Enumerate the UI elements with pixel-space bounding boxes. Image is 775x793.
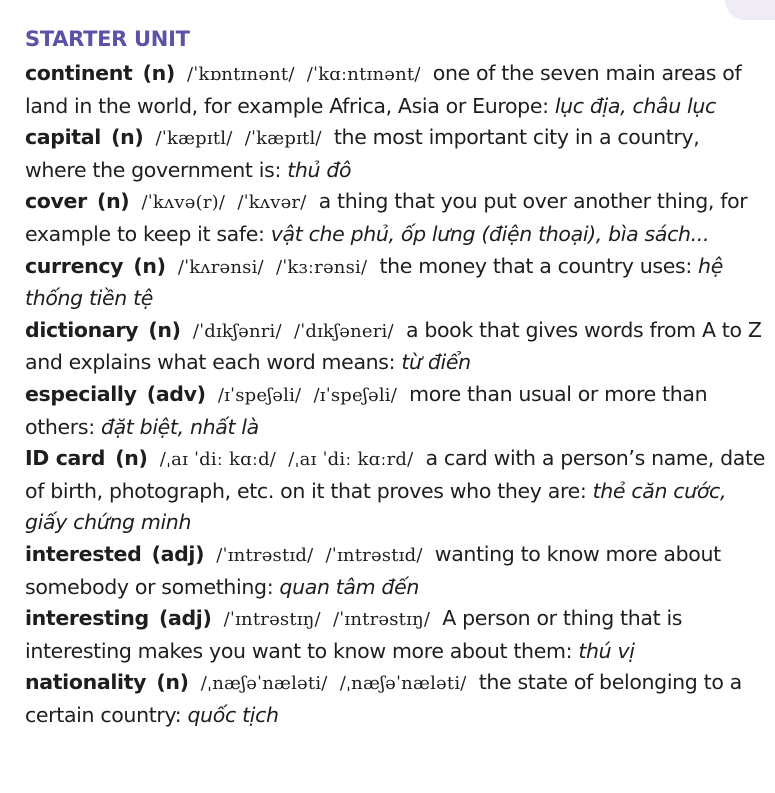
entry-dictionary bbox=[25, 315, 765, 379]
entry-definition: one of the seven main areas of land in the world, for example Africa, Asia or Europe: bbox=[25, 61, 742, 118]
entry-ipa-uk: /ɪˈspeʃəli/ bbox=[217, 384, 302, 406]
entry-word: cover bbox=[25, 189, 87, 214]
entry-translation: vật che phủ, ốp lưng (điện thoại), bìa sách... bbox=[270, 221, 710, 246]
entry-definition: the state of belonging to a certain country: bbox=[25, 670, 742, 727]
entry-ipa-uk: /ˈdɪkʃənri/ bbox=[192, 320, 282, 342]
entry-definition: more than usual or more than others: bbox=[25, 381, 708, 439]
entry-ipa-us: /ˌnæʃəˈnæləti/ bbox=[339, 673, 467, 695]
entry-list bbox=[25, 58, 765, 731]
entry-especially bbox=[25, 379, 765, 443]
entry-word: especially bbox=[25, 381, 137, 406]
entry-pos: (adv) bbox=[146, 381, 206, 406]
entry-ipa-uk: /ˈkʌrənsi/ bbox=[177, 256, 264, 278]
entry-currency bbox=[25, 251, 765, 315]
entry-word: dictionary bbox=[25, 317, 139, 342]
entry-ipa-uk: /ˌnæʃəˈnæləti/ bbox=[200, 673, 328, 695]
entry-translation: thẻ căn cước, giấy chứng minh bbox=[25, 478, 727, 535]
entry-translation: lục địa, châu lục bbox=[554, 93, 716, 118]
entry-pos: (adj) bbox=[158, 606, 212, 631]
entry-ipa-uk: /ˈkɒntɪnənt/ bbox=[187, 64, 295, 85]
entry-ipa-uk: /ˈɪntrəstɪd/ bbox=[216, 544, 314, 566]
entry-interested bbox=[25, 539, 765, 603]
entry-word: interesting bbox=[25, 606, 149, 631]
entry-cover bbox=[25, 186, 765, 250]
entry-pos: (n) bbox=[148, 317, 181, 342]
entry-ipa-us: /ˈkɜːrənsi/ bbox=[276, 256, 368, 278]
entry-translation: quan tâm đến bbox=[279, 574, 420, 599]
unit-title: STARTER UNIT bbox=[25, 27, 190, 51]
entry-pos: (n) bbox=[133, 253, 166, 278]
entry-ipa-us: /ˈdɪkʃəneri/ bbox=[293, 320, 394, 342]
entry-ipa-us: /ˈɪntrəstɪŋ/ bbox=[332, 609, 431, 631]
entry-definition: a thing that you put over another thing, for example to keep it safe: bbox=[25, 189, 748, 246]
entry-word: ID card bbox=[25, 446, 106, 471]
entry-word: continent bbox=[25, 61, 133, 85]
entry-ipa-us: /ˈkæpɪtl/ bbox=[244, 128, 322, 150]
entry-definition: the most important city in a country, where the government is: bbox=[25, 125, 700, 182]
entry-translation: quốc tịch bbox=[187, 702, 279, 727]
entry-ipa-us: /ˈkʌvər/ bbox=[237, 192, 307, 214]
entry-nationality bbox=[25, 667, 765, 731]
entry-ipa-us: /ˈɪntrəstɪd/ bbox=[325, 544, 423, 566]
entry-ipa-uk: /ˈkæpɪtl/ bbox=[155, 128, 233, 150]
entry-pos: (n) bbox=[156, 670, 189, 695]
corner-decoration bbox=[725, 0, 775, 20]
entry-pos: (adj) bbox=[151, 541, 205, 566]
entry-continent bbox=[25, 58, 765, 122]
entry-ipa-uk: /ˈkʌvə(r)/ bbox=[141, 192, 226, 214]
entry-translation: thú vị bbox=[578, 638, 635, 663]
entry-pos: (n) bbox=[142, 61, 175, 85]
entry-definition: the money that a country uses: bbox=[379, 253, 692, 278]
entry-definition: a card with a person’s name, date of birth, photograph, etc. on it that proves who they are: bbox=[25, 446, 765, 503]
entry-translation: từ điển bbox=[401, 350, 471, 375]
entry-translation: đặt biệt, nhất là bbox=[100, 414, 259, 439]
entry-translation: thủ đô bbox=[287, 157, 352, 182]
entry-ipa-us: /ˌaɪ ˈdiː kɑːrd/ bbox=[288, 449, 414, 471]
entry-word: nationality bbox=[25, 670, 147, 695]
entry-interesting bbox=[25, 603, 765, 667]
entry-definition: a book that gives words from A to Z and explains what each word means: bbox=[25, 317, 762, 375]
entry-pos: (n) bbox=[111, 125, 144, 150]
entry-word: currency bbox=[25, 253, 124, 278]
vocabulary-page bbox=[25, 24, 765, 731]
entry-id-card bbox=[25, 443, 765, 539]
entry-ipa-us: /ˈkɑːntɪnənt/ bbox=[306, 64, 421, 85]
entry-capital bbox=[25, 122, 765, 186]
entry-ipa-us: /ɪˈspeʃəli/ bbox=[313, 384, 397, 406]
entry-ipa-uk: /ˈɪntrəstɪŋ/ bbox=[223, 609, 321, 631]
entry-definition: wanting to know more about somebody or something: bbox=[25, 541, 721, 599]
entry-pos: (n) bbox=[115, 446, 148, 471]
entry-definition: A person or thing that is interesting makes you want to know more about them: bbox=[25, 606, 683, 663]
entry-ipa-uk: /ˌaɪ ˈdiː kɑːd/ bbox=[159, 449, 277, 471]
entry-word: interested bbox=[25, 541, 142, 566]
entry-word: capital bbox=[25, 125, 101, 150]
entry-translation: hệ thống tiền tệ bbox=[25, 253, 723, 311]
entry-pos: (n) bbox=[97, 189, 130, 214]
